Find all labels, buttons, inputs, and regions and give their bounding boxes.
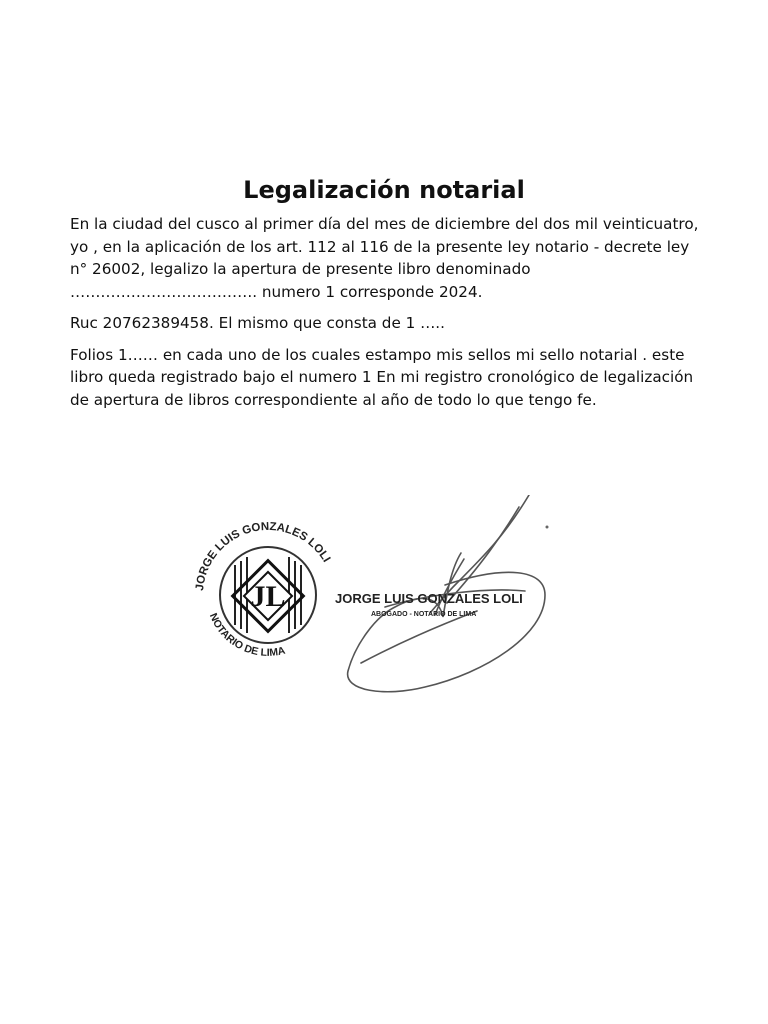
svg-text:JL: JL xyxy=(250,580,286,613)
page-title: Legalización notarial xyxy=(243,176,525,204)
paragraph-intro: En la ciudad del cusco al primer día del mes de diciembre del dos mil veinticuatro, yo , en la aplicación de los art. 112 al 116 de la presente ley notario - decrete ley n° 26002, legalizo la apertura de presente libro denominado ………………………………. numero 1 corresponde 2024. xyxy=(70,215,699,301)
seal-top-arc-text: JORGE LUIS GONZALES LOLI xyxy=(194,520,333,592)
stamp-subtitle-text: ABOGADO - NOTARIO DE LIMA xyxy=(371,611,477,618)
notary-seal-image xyxy=(185,495,565,705)
seal-bottom-arc-text: NOTARIO DE LIMA xyxy=(206,611,287,660)
paragraph-folios: Folios 1…… en cada uno de los cuales estampo mis sellos mi sello notarial . este libro queda registrado bajo el numero 1 En mi registro cronológico de legalización de apertura de libros correspondiente al año de todo lo que tengo fe. xyxy=(70,345,694,409)
document-body xyxy=(70,213,710,420)
stamp-name-text: JORGE LUIS GONZALES LOLI xyxy=(335,591,523,606)
notary-stamp-and-signature xyxy=(185,495,565,705)
round-seal-icon xyxy=(220,547,316,643)
paragraph-ruc: Ruc 20762389458. El mismo que consta de 1 ….. xyxy=(70,314,445,332)
